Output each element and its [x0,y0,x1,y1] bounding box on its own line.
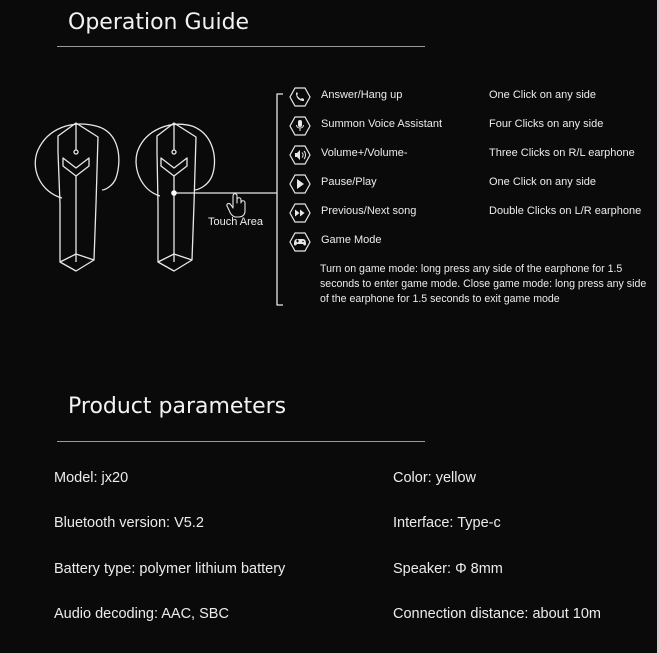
play-icon [289,173,311,195]
operation-row [289,202,659,224]
param-speaker: Speaker: Φ 8mm [393,561,503,577]
gamepad-icon [289,231,311,253]
earbuds-diagram [0,80,290,320]
operation-action: One Click on any side [489,176,596,188]
operation-label: Summon Voice Assistant [321,118,443,130]
left-earbud [35,123,119,271]
fast-forward-icon [289,202,311,224]
operation-action: Four Clicks on any side [489,118,604,130]
operation-label: Answer/Hang up [321,89,403,101]
operation-action: Double Clicks on L/R earphone [489,205,642,217]
operation-action: One Click on any side [489,89,596,101]
operation-row [289,86,659,108]
hand-pointer-icon [227,194,245,217]
touch-area-label: Touch Area [208,216,264,228]
param-model: Model: jx20 [54,470,129,486]
operation-row [289,115,659,137]
product-parameters-title: Product parameters [68,394,287,419]
bracket [277,94,283,305]
operation-row [289,144,659,166]
param-connection-distance: Connection distance: about 10m [393,606,601,622]
param-interface: Interface: Type-c [393,515,501,531]
parameters-divider [57,441,425,442]
game-mode-note: Turn on game mode: long press any side of the earphone for 1.5 seconds to enter game mode. Close game mode: long press any side of the earphone for 1.5 seconds to exit game mode [320,263,647,305]
title-divider [57,46,425,47]
operation-row [289,231,659,253]
phone-icon [289,86,311,108]
right-earbud [136,123,214,271]
operation-label: Pause/Play [321,176,377,188]
volume-icon [289,144,311,166]
param-color: Color: yellow [393,470,476,486]
touch-point [171,190,177,196]
operation-label: Game Mode [321,234,382,246]
operation-row [289,173,659,195]
operation-action: Three Clicks on R/L earphone [489,147,635,159]
param-audio-decoding: Audio decoding: AAC, SBC [54,606,229,622]
operation-label: Previous/Next song [321,205,417,217]
microphone-icon [289,115,311,137]
param-bluetooth-version: Bluetooth version: V5.2 [54,515,204,531]
operation-label: Volume+/Volume- [321,147,408,159]
param-battery-type: Battery type: polymer lithium battery [54,561,286,577]
operation-guide-title: Operation Guide [68,10,250,35]
